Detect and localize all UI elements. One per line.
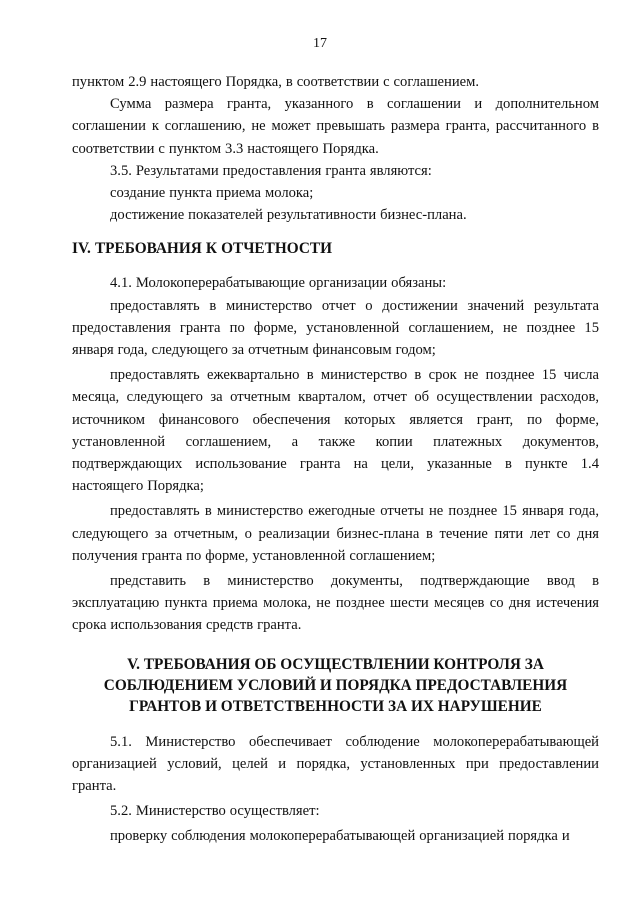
- paragraph-5-2: 5.2. Министерство осуществляет:: [110, 803, 320, 820]
- page-number: 17: [313, 36, 327, 51]
- section-heading-v-line: ГРАНТОВ И ОТВЕТСТВЕННОСТИ ЗА ИХ НАРУШЕНИЕ: [129, 697, 542, 715]
- list-item-milk-point: создание пункта приема молока;: [110, 185, 314, 202]
- paragraph-5-1: 5.1. Министерство обеспечивает соблюдение молокоперерабатывающей организацией условий, целей и порядка, установленных при предоставлении гранта.: [72, 733, 599, 795]
- section-heading-v-line: СОБЛЮДЕНИЕМ УСЛОВИЙ И ПОРЯДКА ПРЕДОСТАВЛЕНИЯ: [103, 676, 568, 694]
- list-item-business-plan: достижение показателей результативности бизнес-плана.: [110, 207, 467, 224]
- paragraph-report-quarterly: предоставлять ежеквартально в министерство в срок не позднее 15 числа месяца, следующего за отчетным кварталом, отчет об осуществлении расходов, источником финансового обеспечения которых является грант, по форме, установленной соглашением, а также копии платежных документов, подтверждающих использование гранта на цели, указанные в пункте 1.4 настоящего Порядка;: [72, 367, 599, 495]
- paragraph-4-1: 4.1. Молокоперерабатывающие организации обязаны:: [110, 275, 447, 292]
- paragraph-commissioning-docs: представить в министерство документы, подтверждающие ввод в эксплуатацию пункта приема молока, не позднее шести месяцев со дня истечения срока использования средств гранта.: [72, 573, 599, 634]
- section-heading-v-line: V. ТРЕБОВАНИЯ ОБ ОСУЩЕСТВЛЕНИИ КОНТРОЛЯ ЗА: [127, 655, 544, 673]
- paragraph-control-check: проверку соблюдения молокоперерабатывающей организацией порядка и: [110, 828, 570, 845]
- section-heading-v: [72, 654, 599, 717]
- paragraph-report-results: предоставлять в министерство отчет о достижении значений результата предоставления гранта по форме, установленной соглашением, не позднее 15 января года, следующего за отчетным финансовым годом;: [72, 297, 599, 359]
- paragraph-continuation: пунктом 2.9 настоящего Порядка, в соответствии с соглашением.: [72, 74, 480, 90]
- paragraph-report-annual: предоставлять в министерство ежегодные отчеты не позднее 15 января года, следующего за отчетным, о реализации бизнес-плана в течение пяти лет со дня получения гранта по форме, установленной соглашением;: [72, 503, 599, 564]
- paragraph-3-5: 3.5. Результатами предоставления гранта являются:: [110, 162, 432, 179]
- paragraph-grant-amount: Сумма размера гранта, указанного в соглашении и дополнительном соглашении к соглашению, не может превышать размера гранта, рассчитанного в соответствии с пунктом 3.3 настоящего Порядка.: [72, 96, 599, 157]
- page-body: [72, 71, 599, 848]
- section-heading-iv: IV. ТРЕБОВАНИЯ К ОТЧЕТНОСТИ: [72, 240, 332, 258]
